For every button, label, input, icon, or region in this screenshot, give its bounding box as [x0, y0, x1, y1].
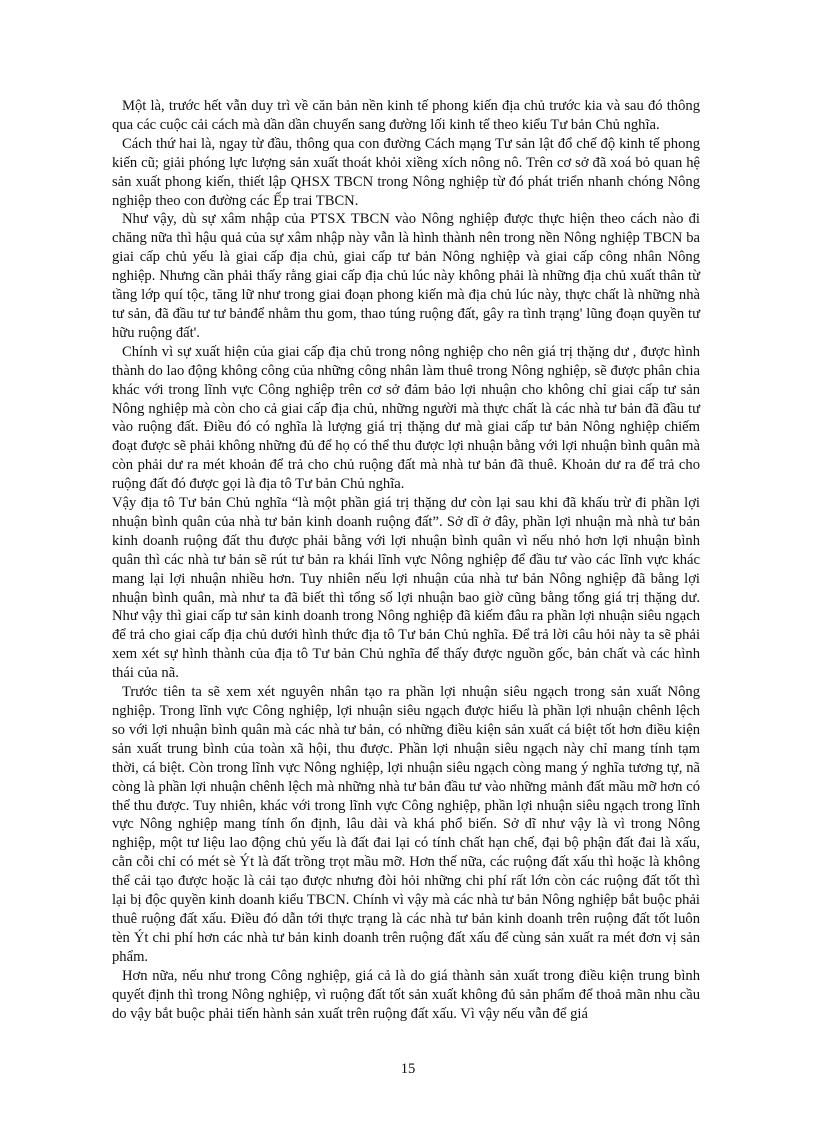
paragraph-1: Một là, trước hết vẫn duy trì về căn bản nền kinh tế phong kiến địa chủ trước kia và sau đó thông qua các cuộc cải cách mà dần dần chuyển sang đường lối kinh tế theo kiểu Tư bản Chủ nghĩa.	[112, 98, 700, 133]
paragraph-2: Cách thứ hai là, ngay từ đầu, thông qua con đường Cách mạng Tư sản lật đổ chế độ kinh tế phong kiến cũ; giải phóng lực lượng sản xuất thoát khỏi xiềng xích nông nô. Trên cơ sở đã xoá bỏ quan hệ sản xuất phong kiến, thiết lập QHSX TBCN trong Nông nghiệp từ đó phát triển nhanh chóng Nông nghiệp theo con đường các Ếp trai TBCN.	[112, 135, 700, 209]
paragraph-3: Như vậy, dù sự xâm nhập của PTSX TBCN vào Nông nghiệp được thực hiện theo cách nào đi chăng nữa thì hậu quả của sự xâm nhập này vẫn là hình thành nên trong nền Nông nghiệp TBCN ba giai cấp chủ yếu là giai cấp địa chủ, giai cấp tư bản Nông nghiệp và giai cấp công nhân Nông nghiệp. Nhưng cần phải thấy rằng giai cấp địa chủ lúc này không phải là những địa chủ xuất thân từ tầng lớp quí tộc, tăng lữ như trong giai đoạn phong kiến mà địa chủ lúc này, thực chất là những nhà tư sản, đã đầu tư tư bảnđể nhằm thu gom, thao túng ruộng đất, gây ra tình trạng' lũng đoạn quyền tư hữu ruộng đất'.	[112, 211, 700, 341]
page-number: 15	[400, 1061, 416, 1077]
paragraph-6: Trước tiên ta sẽ xem xét nguyên nhân tạo ra phần lợi nhuận siêu ngạch trong sản xuất Nông nghiệp. Trong lĩnh vực Công nghiệp, lợi nhuận siêu ngạch được hiểu là phần lợi nhuận chênh lệch so với lợi nhuận bình quân mà các nhà tư bản, có những điều kiện sản xuất cá biệt tốt hơn điều kiện sản xuất trung bình của toàn xã hội, thu được. Phần lợi nhuận siêu ngạch này chỉ mang tính tạm thời, cá biệt. Còn trong lĩnh vực Nông nghiệp, lợi nhuận siêu ngạch còng mang ý nghĩa tương tự, nã còng là phần lợi nhuận chênh lệch mà những nhà tư bản đầu tư vào những mảnh đất mầu mỡ hơn có thể thu được. Tuy nhiên, khác với trong lĩnh vực Công nghiệp, phần lợi nhuận siêu ngạch trong lĩnh vực Nông nghiệp mang tính ổn định, lâu dài và khá phổ biến. Sở dĩ như vậy là vì trong Nông nghiệp, một tư liệu lao động chủ yếu là đất đai lại có tính chất hạn chế, đại bộ phận đất đai là xấu, cằn cỗi chỉ có mét sè Ýt là đất trồng trọt mầu mỡ. Hơn thế nữa, các ruộng đất xấu thì hoặc là không thể cải tạo được hoặc là cải tạo được nhưng đòi hỏi những chi phí rất lớn còn các ruộng đất tốt thì lại bị độc quyền kinh doanh kiểu TBCN. Chính vì vậy mà các nhà tư bản Nông nghiệp bắt buộc phải thuê ruộng đất xấu. Điều đó dẫn tới thực trạng là các nhà tư bản kinh doanh trên ruộng đất tốt luôn tèn Ýt chi phí hơn các nhà tư bản kinh doanh trên ruộng đất xấu để cùng sản xuất ra mét đơn vị sản phẩm.	[112, 684, 700, 965]
paragraph-4: Chính vì sự xuất hiện của giai cấp địa chủ trong nông nghiệp cho nên giá trị thặng dư , được hình thành do lao động không công của những công nhân làm thuê trong Nông nghiệp, sẽ được phân chia khác với trong lĩnh vực Công nghiệp trên cơ sở đảm bảo lợi nhuận cho không chỉ giai cấp tư sản Nông nghiệp mà còn cho cả giai cấp địa chủ, những người mà thực chất là các nhà tư bản đã đầu tư vào ruộng đất. Điều đó có nghĩa là lượng giá trị thặng dư mà giai cấp tư bản Nông nghiệp chiếm đoạt được sẽ phải không những đủ để họ có thể thu được lợi nhuận bằng với lợi nhuận bình quân mà còn phải dư ra mét khoản để trả cho chủ ruộng đất mà nhà tư bản đã thuê. Khoản dư ra để trả cho ruộng đất đó được gọi là địa tô Tư bản Chủ nghĩa.	[112, 343, 700, 493]
paragraph-7: Hơn nữa, nếu như trong Công nghiệp, giá cả là do giá thành sản xuất trong điều kiện trung bình quyết định thì trong Nông nghiệp, vì ruộng đất tốt sản xuất không đủ sản phẩm để thoả mãn nhu cầu do vậy bắt buộc phải tiến hành sản xuất trên ruộng đất xấu. Vì vậy nếu vẫn để giá	[112, 967, 700, 1022]
paragraph-5: Vậy địa tô Tư bản Chủ nghĩa “là một phần giá trị thặng dư còn lại sau khi đã khấu trừ đi phần lợi nhuận bình quân của nhà tư bản kinh doanh ruộng đất”. Sở dĩ ở đây, phần lợi nhuận mà nhà tư bản kinh doanh ruộng đất thu được phải bằng với lợi nhuận bình quân vì nếu nhỏ hơn lợi nhuận bình quân thì các nhà tư bản sẽ rút tư bản ra khái lĩnh vực Nông nghiệp để đầu tư vào các lĩnh vực khác mang lại lợi nhuận nhiều hơn. Tuy nhiên nếu lợi nhuận của nhà tư bản Nông nghiệp đã bằng lợi nhuận bình quân, mà như ta đã biết thì tổng số lợi nhuận bao giờ cũng bằng tổng giá trị thặng dư. Như vậy thì giai cấp tư sản kinh doanh trong Nông nghiệp đã kiếm đâu ra phần lợi nhuận siêu ngạch để trả cho giai cấp địa chủ dưới hình thức địa tô Tư bản Chủ nghĩa. Để trả lời câu hỏi này ta sẽ phải xem xét sự hình thành của địa tô Tư bản Chủ nghĩa để thấy được nguồn gốc, bản chất và các hình thái của nã.	[112, 495, 700, 682]
document-page	[112, 97, 700, 1023]
